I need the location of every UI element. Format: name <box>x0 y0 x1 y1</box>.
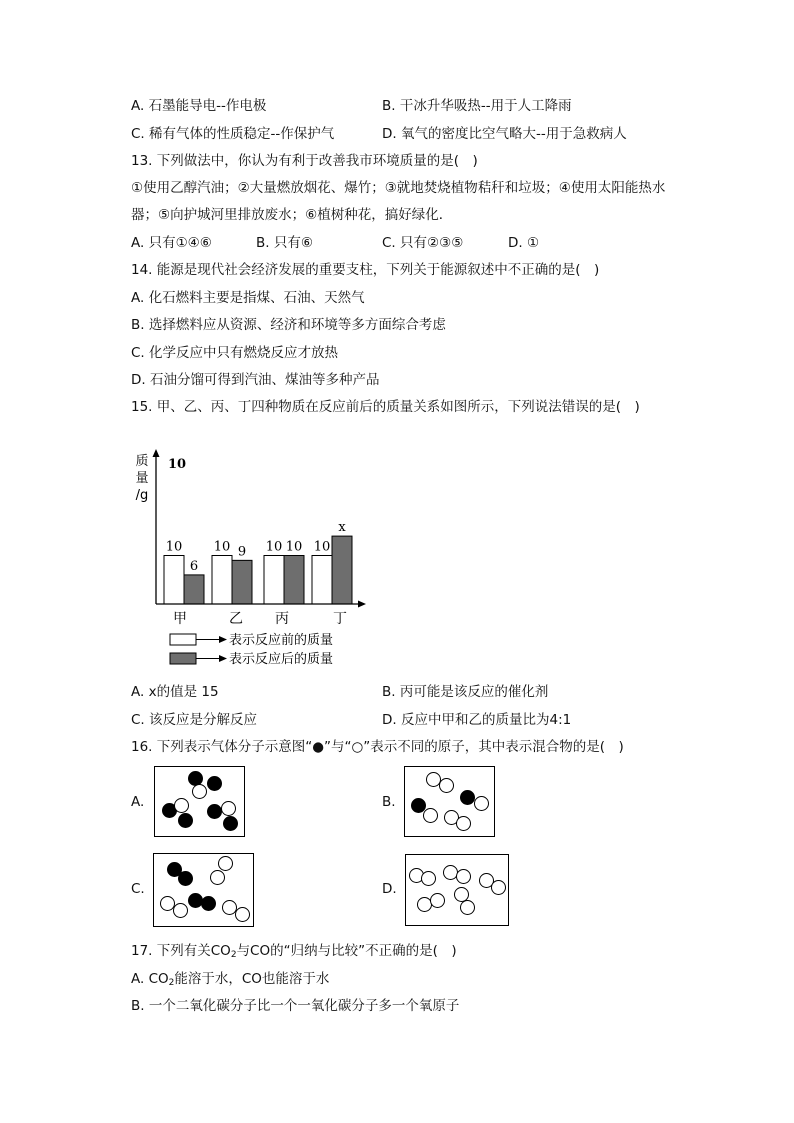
bar-after-乙 <box>232 560 252 604</box>
white-atom <box>474 796 489 811</box>
q13-option-c: C. 只有②③⑤ <box>382 235 464 251</box>
q16-label-d: D. <box>382 881 397 897</box>
white-atom <box>430 893 445 908</box>
white-atom <box>173 903 188 918</box>
black-atom <box>178 871 193 886</box>
molecule-box-d <box>405 854 509 926</box>
q12-option-b: B. 干冰升华吸热--用于人工降雨 <box>382 98 572 114</box>
data-label-after-丙: 10 <box>285 539 303 555</box>
bar-after-甲 <box>184 575 204 604</box>
q12-option-a: A. 石墨能导电--作电极 <box>131 98 267 114</box>
category-label-丙: 丙 <box>275 611 289 627</box>
white-atom <box>218 856 233 871</box>
white-atom <box>421 871 436 886</box>
q13-stem: 13. 下列做法中，你认为有利于改善我市环境质量的是( ) <box>131 153 478 169</box>
legend-label-before: 表示反应前的质量 <box>229 633 334 648</box>
white-atom <box>423 808 438 823</box>
bar-after-丁 <box>332 536 352 604</box>
y-axis-label <box>135 454 148 503</box>
legend-swatch-after <box>170 653 196 664</box>
bar-after-丙 <box>284 556 304 605</box>
data-label-before-丙: 10 <box>265 539 283 555</box>
bar-before-丁 <box>312 556 332 605</box>
bar-before-甲 <box>164 556 184 605</box>
legend-arrowhead-before <box>219 636 227 643</box>
white-atom <box>235 907 250 922</box>
white-atom <box>174 798 189 813</box>
black-atom <box>460 790 475 805</box>
q12-option-d: D. 氧气的密度比空气略大--用于急救病人 <box>382 126 627 142</box>
data-label-after-丁: x <box>338 520 346 536</box>
q13-option-b: B. 只有⑥ <box>256 235 313 251</box>
q16-stem: 16. 下列表示气体分子示意图“●”与“○”表示不同的原子，其中表示混合物的是( ) <box>131 739 624 755</box>
q14-option-b: B. 选择燃料应从资源、经济和环境等多方面综合考虑 <box>131 317 446 333</box>
q13-line-1: ①使用乙醇汽油；②大量燃放烟花、爆竹；③就地焚烧植物秸秆和垃圾；④使用太阳能热水 <box>131 180 666 196</box>
white-atom <box>210 870 225 885</box>
mass-bar-chart <box>120 445 390 675</box>
q13-option-a: A. 只有①④⑥ <box>131 235 212 251</box>
legend-arrowhead-after <box>219 655 227 662</box>
white-atom <box>491 880 506 895</box>
bar-before-乙 <box>212 556 232 605</box>
legend <box>170 632 333 667</box>
data-label-before-乙: 10 <box>213 539 231 555</box>
black-atom <box>201 896 216 911</box>
q14-option-c: C. 化学反应中只有燃烧反应才放热 <box>131 345 339 361</box>
q15-option-a: A. x的值是 15 <box>131 684 219 700</box>
q14-stem: 14. 能源是现代社会经济发展的重要支柱，下列关于能源叙述中不正确的是( ) <box>131 262 600 278</box>
black-atom <box>207 804 222 819</box>
q17-stem: 17. 下列有关$CO_2$与CO的“归纳与比较”不正确的是( ) <box>131 943 457 960</box>
white-atom <box>460 900 475 915</box>
white-atom <box>192 784 207 799</box>
category-label-甲: 甲 <box>173 611 187 627</box>
y-label-line-2: 量 <box>135 471 149 486</box>
q15-option-d: D. 反应中甲和乙的质量比为4:1 <box>382 712 572 728</box>
y-axis-arrow <box>153 449 160 457</box>
y-label-line-1: 质 <box>135 454 149 469</box>
category-label-乙: 乙 <box>229 611 243 627</box>
y-label-line-3: /g <box>135 488 149 503</box>
black-atom <box>207 776 222 791</box>
molecule-box-a <box>154 766 245 837</box>
q16-label-c: C. <box>131 881 145 897</box>
black-atom <box>178 813 193 828</box>
q17-option-b: B. 一个二氧化碳分子比一个一氧化碳分子多一个氧原子 <box>131 998 460 1014</box>
legend-label-after: 表示反应后的质量 <box>229 652 334 667</box>
molecule-box-c <box>153 853 254 927</box>
q12-option-c: C. 稀有气体的性质稳定--作保护气 <box>131 126 335 142</box>
q16-label-b: B. <box>382 794 396 810</box>
q14-option-a: A. 化石燃料主要是指煤、石油、天然气 <box>131 290 365 306</box>
white-atom <box>456 869 471 884</box>
y-top-label: 10 <box>167 457 187 472</box>
q15-option-b: B. 丙可能是该反应的催化剂 <box>382 684 549 700</box>
black-atom <box>223 816 238 831</box>
q13-line-2: 器；⑤向护城河里排放废水；⑥植树种花，搞好绿化． <box>131 207 453 223</box>
legend-swatch-before <box>170 634 196 645</box>
bar-before-丙 <box>264 556 284 605</box>
x-axis-arrow <box>358 601 366 608</box>
data-label-after-甲: 6 <box>189 558 199 574</box>
data-label-before-甲: 10 <box>165 539 183 555</box>
white-atom <box>456 816 471 831</box>
q15-stem: 15. 甲、乙、丙、丁四种物质在反应前后的质量关系如图所示，下列说法错误的是( ) <box>131 399 640 415</box>
white-atom <box>439 778 454 793</box>
q14-option-d: D. 石油分馏可得到汽油、煤油等多种产品 <box>131 372 380 388</box>
q15-option-c: C. 该反应是分解反应 <box>131 712 258 728</box>
white-atom <box>221 801 236 816</box>
q17-option-a: A. $CO_2$能溶于水，CO也能溶于水 <box>131 971 330 988</box>
data-label-after-乙: 9 <box>237 544 247 560</box>
q16-label-a: A. <box>131 794 145 810</box>
molecule-box-b <box>404 766 495 837</box>
data-label-before-丁: 10 <box>313 539 331 555</box>
category-label-丁: 丁 <box>333 611 347 627</box>
q13-option-d: D. ① <box>508 235 540 251</box>
